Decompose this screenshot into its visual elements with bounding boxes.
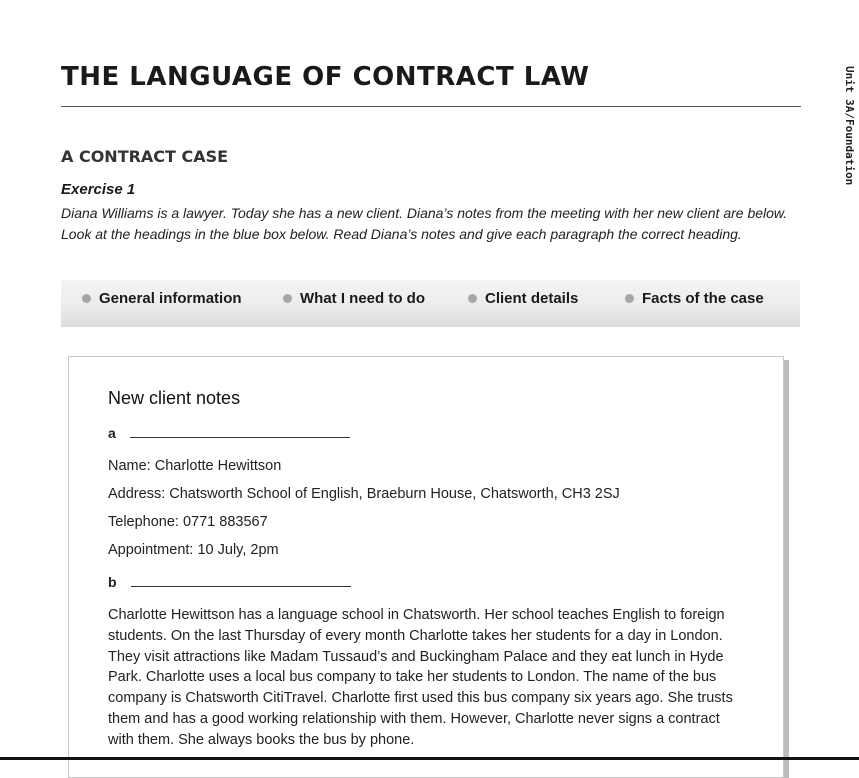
heading-option-label: What I need to do [300, 290, 425, 307]
bullet-icon [468, 294, 477, 303]
heading-option-client-details [468, 290, 578, 307]
heading-option-what-i-need-to-do [283, 290, 425, 307]
notes-title: New client notes [108, 388, 241, 408]
page-title: THE LANGUAGE OF CONTRACT LAW [61, 62, 590, 92]
heading-option-general-information [82, 290, 242, 307]
client-name: Name: Charlotte Hewittson [108, 458, 282, 474]
answer-blank-b [108, 574, 351, 590]
answer-blank-a [108, 425, 350, 441]
answer-line [130, 437, 350, 438]
case-facts-paragraph: Charlotte Hewittson has a language school in Chatsworth. Her school teaches English to foreign students. On the last Thursday of every month Charlotte takes her students for a day in London. They visit attractions like Madam Tussaud’s and Buckingham Palace and they eat lunch in Hyde Park. Charlotte uses a local bus company to take her students to London. The name of the bus company is Chatsworth CitiTravel. Charlotte first used this bus company six years ago. She trusts them and has a good working relationship with them. However, Charlotte never signs a contract with them. She always books the bus by phone. [108, 607, 733, 748]
heading-option-label: General information [99, 290, 242, 307]
answer-blank-label: b [108, 574, 117, 590]
exercise-label: Exercise 1 [61, 181, 136, 198]
bullet-icon [283, 294, 292, 303]
client-appointment: Appointment: 10 July, 2pm [108, 542, 279, 558]
heading-option-label: Facts of the case [642, 290, 764, 307]
bullet-icon [82, 294, 91, 303]
heading-option-facts-of-the-case [625, 290, 764, 307]
exercise-instructions: Diana Williams is a lawyer. Today she has a new client. Diana’s notes from the meeting with her new client are below. Look at the headings in the blue box below. Read Diana’s notes and give each paragraph the correct heading. [61, 205, 788, 242]
answer-line [131, 586, 351, 587]
section-heading: A CONTRACT CASE [61, 147, 229, 166]
unit-side-label: Unit 3A/Foundation [843, 66, 856, 186]
answer-blank-label: a [108, 425, 116, 441]
bullet-icon [625, 294, 634, 303]
client-address: Address: Chatsworth School of English, Braeburn House, Chatsworth, CH3 2SJ [108, 486, 620, 502]
heading-option-label: Client details [485, 290, 579, 307]
client-telephone: Telephone: 0771 883567 [108, 514, 268, 530]
title-divider [61, 106, 801, 107]
